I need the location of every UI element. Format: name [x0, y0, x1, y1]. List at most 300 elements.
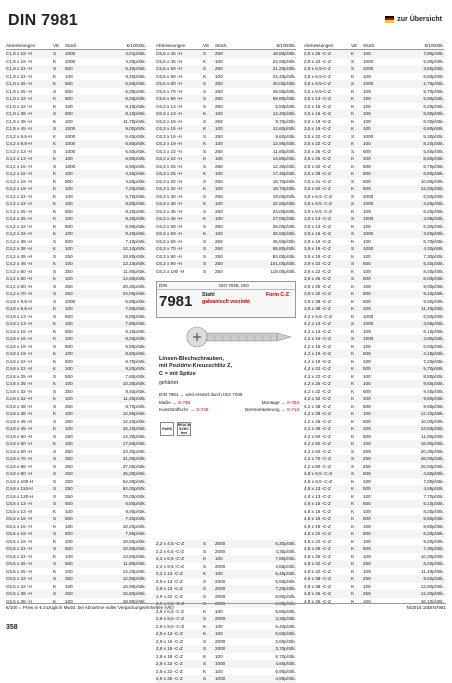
table-row [156, 268, 296, 276]
rohs-badge: RoHS [160, 422, 174, 436]
cell-ve: S [53, 283, 57, 289]
cell-ve: K [203, 631, 207, 636]
cell-dimensions: 4,8 x 22 -C-Z [304, 538, 331, 544]
cell-qty: 500 [65, 358, 73, 364]
cell-qty: 100 [215, 126, 223, 131]
cell-price: 9,40p/Stk. [125, 231, 146, 236]
price-column-2b [156, 540, 296, 683]
cell-price: 7,20p/Stk. [125, 186, 146, 191]
cell-dimensions: 4,8 x 16 -C-Z [304, 508, 331, 514]
cell-dimensions: C6,3 x 80 -H [156, 253, 182, 259]
cell-ve: S [53, 313, 57, 319]
cell-dimensions: 4,8 x 45 -C-Z [304, 591, 331, 596]
table-row [156, 585, 296, 593]
cell-dimensions: 4,8 x 32 -C-Z [304, 568, 331, 574]
table-row [6, 568, 146, 576]
cell-qty: 500 [65, 343, 73, 349]
cell-qty: 1000 [65, 148, 76, 154]
cell-ve: K [53, 523, 57, 529]
table-row [156, 50, 296, 58]
cell-price: 9,00p/Stk. [423, 283, 444, 289]
table-row [156, 155, 296, 163]
cell-ve: S [53, 51, 57, 56]
table-row [304, 545, 444, 553]
table-row [156, 593, 296, 601]
cell-price: 10,60p/Stk. [122, 546, 146, 551]
table-row [156, 200, 296, 208]
cell-qty: 100 [215, 653, 223, 659]
cell-ve: S [53, 298, 57, 304]
price-column-1 [6, 42, 146, 605]
cell-ve: K [351, 171, 355, 176]
cell-price: 11,40p/Stk. [421, 568, 444, 574]
cell-qty: 250 [363, 448, 371, 454]
cell-price: 59,80p/Stk. [272, 96, 296, 101]
reach-badge: REACH SVHC free [177, 423, 191, 435]
cell-qty: 500 [65, 561, 73, 566]
table-row [304, 245, 444, 253]
table-row [6, 305, 146, 313]
cell-qty: 250 [65, 448, 73, 454]
table-row [156, 215, 296, 223]
cell-price: 26,00p/Stk. [272, 223, 296, 229]
cell-price: 3,70p/Stk. [275, 646, 296, 651]
cell-dimensions: 3,9 x 16 -C-Z [304, 231, 331, 236]
table-row [6, 320, 146, 328]
cell-ve: S [53, 418, 57, 424]
cell-dimensions: C5,5 x 19 -H [6, 538, 32, 544]
table-row [304, 320, 444, 328]
table-row [304, 298, 444, 306]
cell-price: 119,00p/Stk. [270, 268, 296, 274]
table-row [6, 335, 146, 343]
cell-price: 7,90p/Stk. [423, 51, 444, 56]
table-row [156, 555, 296, 563]
cell-qty: 250 [65, 291, 73, 296]
cell-qty: 100 [215, 201, 223, 206]
cell-ve: K [53, 598, 57, 604]
cell-dimensions: C5,5 x 80 -H [156, 96, 182, 101]
cell-price: 4,35p/Stk. [275, 548, 296, 554]
table-row [6, 200, 146, 208]
cell-price: 5,10p/Stk. [423, 501, 444, 506]
cell-ve: S [351, 276, 355, 281]
table-row [156, 208, 296, 216]
cell-dimensions: 4,2 x 13 -C-Z [304, 328, 331, 334]
table-row [156, 653, 296, 661]
cell-qty: 100 [363, 358, 371, 364]
cell-price: 6,50p/Stk. [423, 193, 444, 199]
table-row [156, 615, 296, 623]
cell-qty: 250 [215, 246, 223, 251]
cell-price: 7,60p/Stk. [125, 373, 146, 379]
reference-links-2 [159, 407, 299, 412]
cell-price: 12,60p/Stk. [272, 126, 296, 131]
table-row [6, 590, 146, 598]
cell-dimensions: 4,8 x 25 -C-Z [304, 553, 331, 559]
table-row [304, 268, 444, 276]
table-row [304, 200, 444, 208]
cell-price: 8,90p/Stk. [275, 593, 296, 599]
cell-ve: K [53, 358, 57, 364]
cell-dimensions: 2,9 x 13 -C-Z [156, 631, 183, 636]
table-row [156, 668, 296, 676]
ref-norm[interactable] [245, 407, 299, 412]
column-header [6, 42, 146, 50]
cell-dimensions: C4,2 x 13 -H [6, 148, 32, 154]
cell-dimensions: 4,2 x 80 -C-Z [304, 463, 331, 469]
cell-qty: 250 [65, 433, 73, 439]
cell-qty: 100 [215, 571, 223, 576]
cell-qty: 250 [215, 96, 223, 101]
cell-price: 18,70p/Stk. [272, 186, 296, 191]
cell-dimensions: 3,9 x 13 -C-Z [304, 223, 331, 229]
table-row [304, 335, 444, 343]
price-column-3 [304, 42, 444, 605]
table-row [156, 140, 296, 148]
cell-dimensions: 4,2 x 50 -C-Z [304, 433, 331, 439]
header-ve: VE [53, 43, 60, 48]
cell-price: 15,90p/Stk. [122, 583, 146, 589]
table-row [304, 418, 444, 426]
cell-dimensions: 4,8 x 19 -C-Z [304, 523, 331, 529]
cell-qty: 100 [363, 253, 371, 259]
table-row [156, 95, 296, 103]
ref-mounting-page: S-753 [286, 400, 299, 405]
table-row [6, 95, 146, 103]
cell-price: 54,00p/Stk. [122, 478, 146, 484]
cell-ve: K [203, 58, 207, 64]
cell-qty: 1000 [65, 133, 76, 139]
cell-qty: 500 [65, 546, 73, 551]
cell-price: 13,10p/Stk. [122, 261, 146, 266]
cell-dimensions: 4,8 x 13 -C-Z [304, 486, 331, 491]
table-row [6, 410, 146, 418]
cell-dimensions: 3,5 x 41 -C-Z [304, 178, 331, 184]
table-row [304, 88, 444, 96]
overview-link[interactable] [385, 16, 442, 23]
table-row [6, 440, 146, 448]
table-row [304, 568, 444, 576]
cell-dimensions: C6,3 x 45 -H [156, 216, 182, 221]
cell-qty: 250 [215, 268, 223, 274]
cell-ve: S [53, 373, 57, 379]
cell-qty: 1000 [363, 321, 374, 326]
cell-ve: K [203, 668, 207, 674]
cell-price: 9,00p/Stk. [125, 126, 146, 131]
cell-dimensions: 4,8 x 16 -C-Z [304, 501, 331, 506]
cell-price: 16,10p/Stk. [122, 426, 146, 431]
cell-price: 9,90p/Stk. [423, 403, 444, 409]
cell-dimensions: 4,8 x 38 -C-Z [304, 576, 331, 581]
cell-dimensions: 3,9 x 25 -C-Z [304, 283, 331, 289]
cell-ve: S [53, 88, 57, 94]
table-row [6, 223, 146, 231]
footnote-text: €/100 = Preis in € zuzüglich MwSt. bei Abnahme voller Verpackungseinheiten (VE) [6, 605, 174, 610]
cell-qty: 100 [363, 553, 371, 559]
cell-ve: K [53, 366, 57, 371]
cell-dimensions: C4,2 x 60 -H [6, 283, 32, 289]
cell-price: 7,20p/Stk. [423, 358, 444, 364]
table-row [304, 95, 444, 103]
cell-qty: 100 [363, 208, 371, 214]
cell-ve: S [203, 616, 207, 621]
table-row [6, 515, 146, 523]
cell-qty: 1000 [65, 58, 76, 64]
cell-ve: S [203, 178, 207, 184]
cell-dimensions: C4,2 x 25 -H [6, 216, 32, 221]
cell-dimensions: C4,8 x 22 -H [6, 366, 32, 371]
table-row [156, 238, 296, 246]
cell-ve: K [351, 418, 355, 424]
table-row [6, 88, 146, 96]
footnote-code: N/2015.10DIN7981 [406, 605, 446, 610]
cell-price: 8,40p/Stk. [423, 268, 444, 274]
cell-ve: S [351, 148, 355, 154]
cell-price: 12,40p/Stk. [122, 418, 146, 424]
ref-norm-label: Normerläuterung → [245, 407, 286, 412]
cell-ve: S [203, 548, 207, 554]
cell-ve: S [203, 563, 207, 569]
cell-ve: K [53, 306, 57, 311]
cell-qty: 2000 [215, 563, 226, 569]
cell-price: 6,50p/Stk. [125, 141, 146, 146]
cell-dimensions: C6,3 x 25 -H [156, 171, 182, 176]
cell-price: 5,80p/Stk. [125, 343, 146, 349]
cell-dimensions: 2,9 x 25 -C-Z [304, 51, 331, 56]
table-row [6, 583, 146, 591]
cell-price: 10,80p/Stk. [122, 253, 146, 259]
table-row [6, 523, 146, 531]
table-row [156, 73, 296, 81]
cell-ve: K [351, 283, 355, 289]
cell-dimensions: C1,9 x 45 -H [6, 126, 32, 131]
cell-dimensions: 4,8 x 25 -C-Z [304, 546, 331, 551]
table-row [6, 545, 146, 553]
cell-qty: 1000 [363, 246, 374, 251]
cell-qty: 1000 [363, 216, 374, 221]
table-row [304, 343, 444, 351]
table-row [304, 170, 444, 178]
cell-dimensions: C5,5 x 25 -H [6, 568, 32, 574]
cell-ve: K [53, 171, 57, 176]
cell-ve: K [351, 208, 355, 214]
cell-ve: K [351, 561, 355, 566]
cell-dimensions: 2,9 x 25 -C-Z [156, 676, 183, 681]
cell-ve: S [53, 268, 57, 274]
cell-qty: 100 [215, 111, 223, 116]
cell-ve: K [53, 201, 57, 206]
cell-ve: S [53, 148, 57, 154]
cell-dimensions: 2,2 x 4,5 -C-Z [156, 541, 185, 546]
ref-mounting-label: Montage → [261, 400, 286, 405]
cell-ve: S [203, 193, 207, 199]
price-column-2 [156, 42, 296, 275]
cell-dimensions: C4,8 x 90 -H [6, 471, 32, 476]
cell-ve: K [351, 306, 355, 311]
cell-ve: K [351, 516, 355, 521]
cell-qty: 2000 [215, 601, 226, 606]
table-row [304, 485, 444, 493]
cell-price: 49,50p/Stk. [272, 88, 296, 94]
cell-qty: 100 [215, 186, 223, 191]
cell-qty: 100 [65, 553, 73, 559]
cell-qty: 500 [363, 298, 371, 304]
cell-ve: S [53, 66, 57, 71]
table-row [156, 630, 296, 638]
cell-qty: 100 [363, 411, 371, 416]
cell-price: 5,70p/Stk. [423, 366, 444, 371]
cell-ve: K [53, 336, 57, 341]
cell-ve: S [53, 478, 57, 484]
header-ve: VE [351, 43, 358, 48]
table-row [156, 623, 296, 631]
cell-ve: K [351, 51, 355, 56]
cell-price: 5,45p/Stk. [275, 571, 296, 576]
table-row [156, 223, 296, 231]
cell-ve: K [203, 556, 207, 561]
table-row [6, 268, 146, 276]
cell-price: 22,60p/Stk. [272, 201, 296, 206]
cell-dimensions: C5,5 x 60 -H [156, 81, 182, 86]
ref-plastic[interactable] [159, 407, 208, 412]
cell-ve: S [351, 81, 355, 86]
table-row [304, 305, 444, 313]
table-row [304, 508, 444, 516]
cell-dimensions: 3,5 x 22 -C-Z [304, 141, 331, 146]
table-row [304, 530, 444, 538]
table-row [304, 133, 444, 141]
cell-ve: K [53, 58, 57, 64]
cell-qty: 100 [363, 118, 371, 124]
cell-price: 5,40p/Stk. [125, 66, 146, 71]
cell-dimensions: 2,9 x 6,5 -C-Z [156, 608, 185, 614]
cell-qty: 100 [65, 186, 73, 191]
cell-price: 8,80p/Stk. [125, 201, 146, 206]
cell-price: 10,90p/Stk. [420, 178, 444, 184]
cell-qty: 100 [363, 306, 371, 311]
header-dimensions: Abmessungen [304, 43, 334, 48]
cell-dimensions: 4,2 x 38 -C-Z [304, 411, 331, 416]
cell-price: 8,80p/Stk. [423, 373, 444, 379]
cell-qty: 250 [215, 81, 223, 86]
finish-label: galvanisch verzinkt [202, 299, 250, 305]
cell-ve: K [53, 568, 57, 574]
cell-ve: K [53, 178, 57, 184]
cell-price: 8,10p/Stk. [423, 141, 444, 146]
table-row [156, 638, 296, 646]
cell-qty: 2000 [215, 593, 226, 599]
cell-ve: S [53, 253, 57, 259]
cell-price: 6,50p/Stk. [125, 501, 146, 506]
table-row [6, 275, 146, 283]
cell-qty: 2000 [215, 616, 226, 621]
cell-price: 24,00p/Stk. [122, 291, 146, 296]
table-row [304, 575, 444, 583]
cell-qty: 100 [215, 156, 223, 161]
table-row [6, 50, 146, 58]
header-price: €/100Stk. [424, 43, 444, 48]
cell-dimensions: 4,2 x 16 -C-Z [304, 336, 331, 341]
cell-qty: 500 [363, 291, 371, 296]
cell-price: 6,00p/Stk. [125, 88, 146, 94]
cell-ve: S [203, 268, 207, 274]
cell-dimensions: 3,9 x 16 -C-Z [304, 238, 331, 244]
cell-ve: S [351, 58, 355, 64]
cell-ve: K [53, 103, 57, 109]
table-row [6, 470, 146, 478]
cell-qty: 100 [363, 73, 371, 79]
cell-ve: K [53, 411, 57, 416]
cell-qty: 100 [215, 171, 223, 176]
table-row [6, 418, 146, 426]
cell-price: 62,00p/Stk. [122, 486, 146, 491]
cell-qty: 100 [363, 283, 371, 289]
product-name-line3: C = mit Spitze [159, 370, 196, 377]
cell-ve: K [351, 381, 355, 386]
cell-ve: K [203, 186, 207, 191]
cell-dimensions: C6,3 x 60 -H [156, 238, 182, 244]
cell-price: 40,00p/Stk. [272, 81, 296, 86]
cell-price: 12,40p/Stk. [272, 111, 296, 116]
table-row [304, 58, 444, 66]
cell-dimensions: 3,9 x 9,5 -C-Z [304, 208, 333, 214]
cell-ve: S [203, 638, 207, 644]
cell-ve: S [53, 531, 57, 536]
table-row [6, 455, 146, 463]
cell-qty: 100 [215, 623, 223, 629]
table-row [156, 163, 296, 171]
table-row [156, 185, 296, 193]
cell-ve: S [203, 261, 207, 266]
cell-dimensions: C5,5 x 16 -H [6, 523, 32, 529]
cell-qty: 250 [363, 463, 371, 469]
cell-ve: K [203, 608, 207, 614]
infobox-material [202, 292, 250, 306]
table-row [304, 110, 444, 118]
table-row [6, 560, 146, 568]
cell-qty: 100 [215, 668, 223, 674]
table-row [156, 125, 296, 133]
cell-ve: S [203, 51, 207, 56]
cell-qty: 100 [215, 141, 223, 146]
cell-ve: K [351, 441, 355, 446]
ref-mounting[interactable] [262, 400, 299, 405]
cell-ve: K [351, 486, 355, 491]
table-row [304, 440, 444, 448]
cell-qty: 250 [65, 493, 73, 499]
cell-ve: S [53, 343, 57, 349]
cell-price: 11,80p/Stk. [273, 148, 296, 154]
table-row [6, 215, 146, 223]
cell-ve: K [53, 156, 57, 161]
table-row [6, 155, 146, 163]
ref-measurements[interactable] [159, 400, 190, 405]
cell-qty: 250 [215, 51, 223, 56]
cell-ve: S [203, 208, 207, 214]
cell-ve: K [53, 508, 57, 514]
table-row [156, 103, 296, 111]
cell-dimensions: 4,2 x 16 -C-Z [304, 343, 331, 349]
cell-price: 16,90p/Stk. [420, 441, 444, 446]
header-qty: Stück [215, 43, 227, 48]
cell-qty: 500 [65, 208, 73, 214]
table-row [6, 373, 146, 381]
cell-qty: 500 [65, 328, 73, 334]
table-row [304, 365, 444, 373]
cell-ve: S [351, 261, 355, 266]
table-row [304, 478, 444, 486]
